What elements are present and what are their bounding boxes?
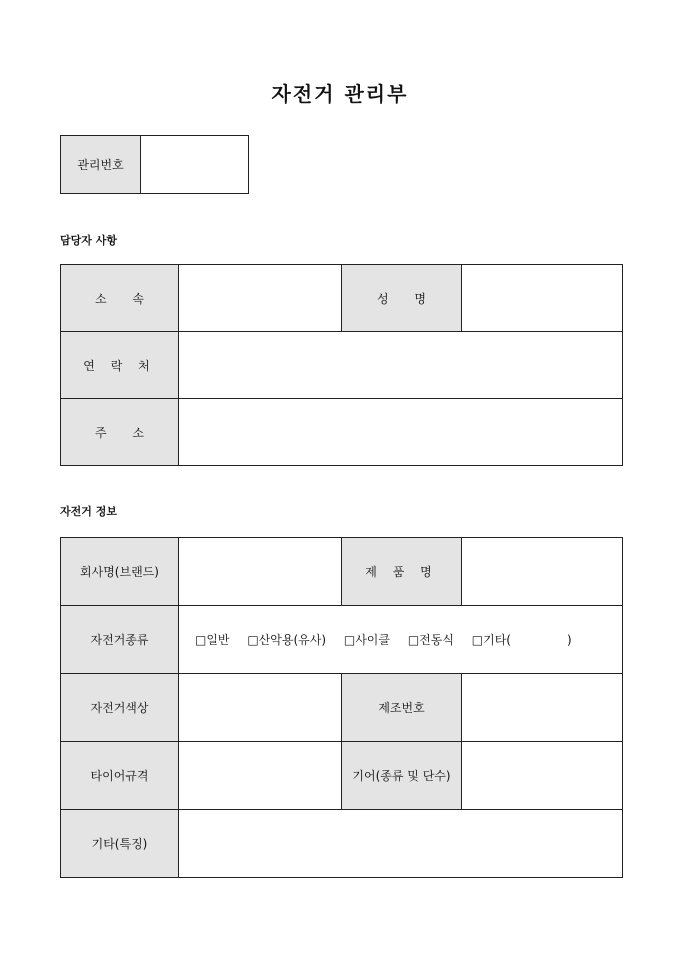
document-title: 자전거 관리부 bbox=[271, 82, 409, 106]
bicycle-section-heading: 자전거 정보 bbox=[60, 505, 117, 518]
type-option-other[interactable]: □기타( bbox=[471, 633, 511, 647]
affiliation-field[interactable] bbox=[179, 265, 342, 332]
type-option-general[interactable]: □일반 bbox=[195, 633, 230, 647]
type-option-electric[interactable]: □전동식 bbox=[407, 633, 454, 647]
type-option-cycle[interactable]: □사이클 bbox=[343, 633, 390, 647]
company-label: 회사명(브랜드) bbox=[61, 538, 179, 606]
management-number-label: 관리번호 bbox=[61, 136, 141, 194]
serial-number-field[interactable] bbox=[462, 674, 623, 742]
manager-info-table bbox=[60, 264, 623, 466]
etc-features-label: 기타(특징) bbox=[61, 810, 179, 878]
bicycle-type-label: 자전거종류 bbox=[61, 606, 179, 674]
name-field[interactable] bbox=[462, 265, 623, 332]
color-label: 자전거색상 bbox=[61, 674, 179, 742]
management-number-table bbox=[60, 135, 249, 194]
gear-label: 기어(종류 및 단수) bbox=[342, 742, 462, 810]
color-field[interactable] bbox=[179, 674, 342, 742]
address-label: 주 소 bbox=[61, 399, 179, 466]
contact-label: 연 락 처 bbox=[61, 332, 179, 399]
serial-number-label: 제조번호 bbox=[342, 674, 462, 742]
etc-features-field[interactable] bbox=[179, 810, 623, 878]
tire-spec-label: 타이어규격 bbox=[61, 742, 179, 810]
product-field[interactable] bbox=[462, 538, 623, 606]
tire-spec-field[interactable] bbox=[179, 742, 342, 810]
product-label: 제 품 명 bbox=[342, 538, 462, 606]
name-label: 성 명 bbox=[342, 265, 462, 332]
type-option-other-close: ) bbox=[566, 633, 572, 647]
type-option-mountain[interactable]: □산악용(유사) bbox=[247, 633, 327, 647]
company-field[interactable] bbox=[179, 538, 342, 606]
contact-field[interactable] bbox=[179, 332, 623, 399]
affiliation-label: 소 속 bbox=[61, 265, 179, 332]
bicycle-info-table bbox=[60, 537, 623, 878]
manager-section-heading: 담당자 사항 bbox=[60, 234, 117, 247]
gear-field[interactable] bbox=[462, 742, 623, 810]
management-number-field[interactable] bbox=[141, 136, 249, 194]
bicycle-type-options bbox=[179, 606, 623, 674]
address-field[interactable] bbox=[179, 399, 623, 466]
